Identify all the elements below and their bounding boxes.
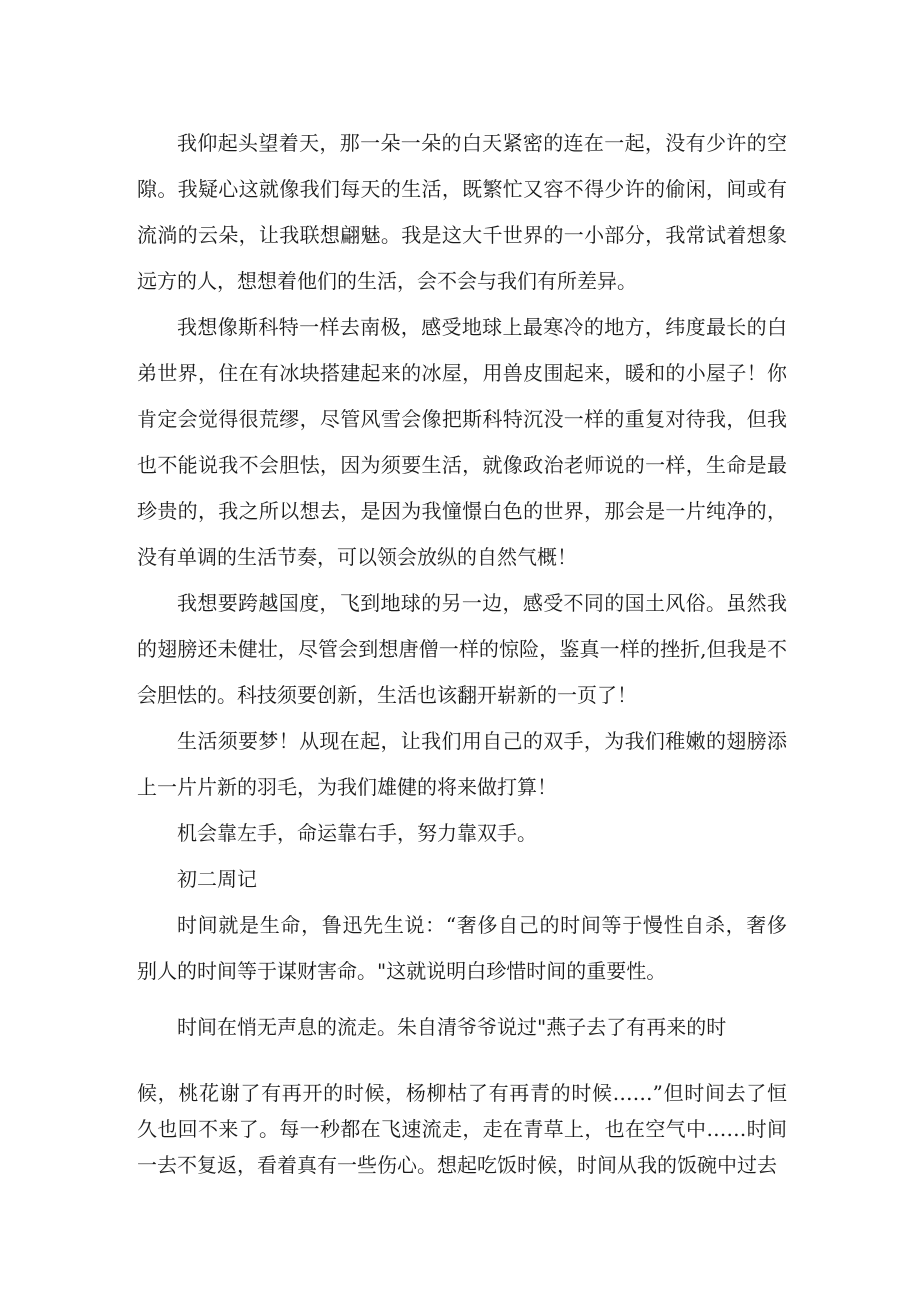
- paragraph-time-flows: 时间在悄无声息的流走。朱自清爷爷说过"燕子去了有再来的时: [177, 1015, 727, 1039]
- paragraph-sky: 我仰起头望着天，那一朵一朵的白天紧密的连在一起，没有少许的空隙。我疑心这就像我们每天的生活，既繁忙又容不得少许的偷闲，间或有流淌的云朵，让我联想翩魅。我是这大千世界的一小部分，我常试着想象远方的人，想想着他们的生活，会不会与我们有所差异。: [137, 131, 787, 293]
- document-continuation: [137, 1075, 787, 1183]
- paragraph-antarctica: 我想像斯科特一样去南极，感受地球上最寒冷的地方，纬度最长的白弟世界，住在有冰块搭建起来的冰屋，用兽皮围起来，暖和的小屋子！你肯定会觉得很荒缪，尽管风雪会像把斯科特沉没一样的重复对待我，但我也不能说我不会胆怯，因为须要生活，就像政治老师说的一样，生命是最珍贵的，我之所以想去，是因为我憧憬白色的世界，那会是一片纯净的，没有单调的生活节奏，可以领会放纵的自然气概！: [137, 315, 787, 569]
- paragraph-travel: 我想要跨越国度，飞到地球的另一边，感受不同的国土风俗。虽然我的翅膀还未健壮，尽管会到想唐僧一样的惊险，鉴真一样的挫折,但我是不会胆怯的。科技须要创新，生活也该翻开崭新的一页了！: [137, 591, 787, 707]
- paragraph-time-is-life: 时间就是生命，鲁迅先生说：“奢侈自己的时间等于慢性自杀，奢侈别人的时间等于谋财害命。"这就说明白珍惜时间的重要性。: [137, 913, 787, 983]
- paragraph-dream: 生活须要梦！从现在起，让我们用自己的双手，为我们稚嫩的翅膀添上一片片新的羽毛，为我们雄健的将来做打算！: [137, 729, 787, 799]
- section-heading: 初二周记: [177, 867, 257, 891]
- document-body: [137, 120, 787, 1050]
- paragraph-motto: 机会靠左手，命运靠右手，努力靠双手。: [177, 821, 537, 845]
- paragraph-continuation: 候，桃花谢了有再开的时候，杨柳枯了有再青的时候……”但时间去了恒久也回不来了。每一秒都在飞速流走，走在青草上，也在空气中……时间一去不复返，看着真有一些伤心。想起吃饭时候，时间从我的饭碗中过去: [137, 1081, 787, 1177]
